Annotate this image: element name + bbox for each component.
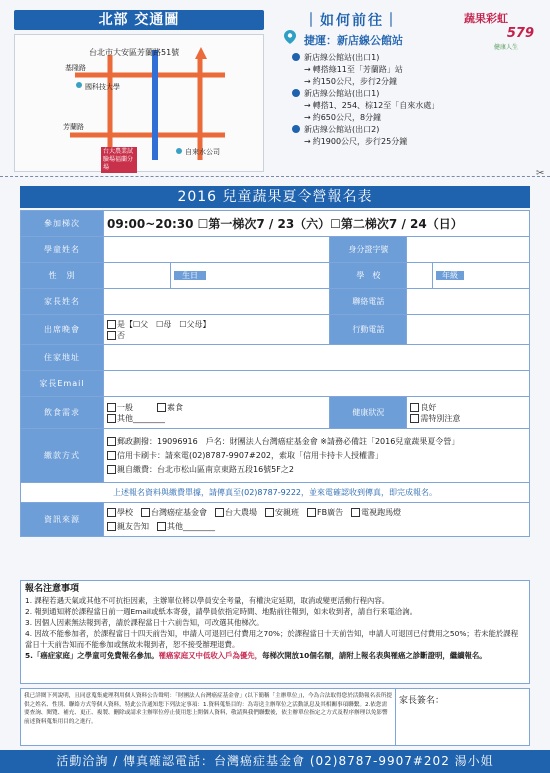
checkbox[interactable] (215, 508, 224, 517)
directions-title: ｜如何前往｜ (304, 13, 400, 29)
road-label-keelung: 基隆路 (65, 64, 86, 72)
gender-label: 性 別 (21, 263, 104, 289)
bullet-icon (292, 89, 300, 97)
address-field[interactable] (104, 345, 530, 371)
registration-notes (20, 580, 530, 684)
water-dot-icon (176, 148, 182, 154)
parent-signature-label: 家長簽名： (399, 696, 445, 706)
consent-box (20, 688, 530, 746)
road-label-fanglan: 芳蘭路 (63, 123, 84, 131)
checkbox[interactable] (107, 403, 116, 412)
direction-step: → 約650公尺，8分鐘 (304, 113, 382, 122)
school-dot-icon (76, 82, 82, 88)
source-label: 資訊來源 (21, 503, 104, 537)
email-label: 家長Email (21, 371, 104, 397)
registration-form (20, 210, 530, 537)
address-label: 住家地址 (21, 345, 104, 371)
map-title: 北部 交通圖 (14, 10, 264, 30)
form-row (21, 429, 530, 483)
checkbox[interactable] (351, 508, 360, 517)
parent-name-field[interactable] (104, 289, 330, 315)
direction-station: 新店線公館站(出口2) (292, 124, 439, 136)
form-row (21, 397, 530, 429)
footer-contact: 活動洽詢 / 傳真確認電話：台灣癌症基金會 (02)8787-9907#202 湯小姐 (0, 750, 550, 773)
logo-title: 蔬果彩虹 (464, 12, 508, 25)
id-number-label: 身分證字號 (330, 237, 407, 263)
fax-note: 上述報名資料與繳費單據，請傳真至(02)8787-9222，並來電確認收到傳真，即完成報名。 (21, 483, 530, 503)
map-area (14, 34, 264, 172)
farm-badge: 台大農業試驗場福蘭分場 (101, 147, 137, 173)
logo-subtitle: 健康人生 (494, 44, 519, 51)
form-row (21, 345, 530, 371)
dinner-label: 出席晚會 (21, 315, 104, 345)
payment-label: 繳款方式 (21, 429, 104, 483)
phone-field[interactable] (407, 289, 530, 315)
checkbox[interactable] (107, 320, 116, 329)
student-name-field[interactable] (104, 237, 330, 263)
form-row (21, 503, 530, 537)
grade-label: 年級 (436, 271, 464, 280)
source-options[interactable]: 學校 台灣癌症基金會 台大農場 安親班 FB廣告 電視跑馬燈 親友告知 其他________ (104, 503, 530, 537)
traffic-map (14, 10, 264, 170)
directions-panel (282, 10, 537, 170)
session-label: 參加梯次 (21, 211, 104, 237)
payment-options[interactable]: 郵政劃撥：19096916 戶名：財團法人台灣癌症基金會 ※請務必備註「2016兒童蔬果夏令營」 信用卡刷卡：請來電(02)8787-9907#202，索取「信用卡持卡人授權書」 親自繳費：台北市松山區南京東路五段16號5F之2 (104, 429, 530, 483)
note-item: 2. 報到通知將於課程當日前一週Email或紙本寄發，請學員依指定時間、地點前往報到，如未收到者，請自行來電洽詢。 (25, 607, 418, 616)
checkbox[interactable] (141, 508, 150, 517)
notes-title: 報名注意事項 (25, 584, 80, 594)
birthday-label: 生日 (174, 271, 206, 280)
school-label: 國科技大學 (85, 83, 120, 91)
school-label: 學 校 (330, 263, 407, 289)
phone-label: 聯絡電話 (330, 289, 407, 315)
checkbox[interactable] (107, 451, 116, 460)
form-title: 2016 兒童蔬果夏令營報名表 (20, 186, 530, 208)
fruit-rainbow-logo (464, 10, 536, 56)
direction-station: 新店線公館站(出口1) (292, 88, 439, 100)
divider (395, 689, 396, 745)
form-row (21, 263, 530, 289)
consent-text: 我已詳閱下列說明，且同意蒐集處理利用個人資料公告聲明：「財團法人台灣癌症基金會」(以下簡稱「主辦單位」)，今為合法取得您於活動報名表所提供之姓名、性別、聯絡方式等個人資料，特此公告通知您下列法定事項：1.資料蒐集目的：為寄送主辦單位之活動訊息及其相關事項聯繫。2.依您需要查詢、閱覽、補充、更正、複製、刪除或請求主辦單位停止使用您上開個人資料，敬請與我們聯繫後，依主辦單位指定之方式及程序辦理以免影響前述資料蒐集用目的之進行。 (24, 693, 392, 725)
form-row (21, 483, 530, 503)
mobile-field[interactable] (407, 315, 530, 345)
bullet-icon (292, 53, 300, 61)
form-row (21, 289, 530, 315)
location-pin-icon (284, 30, 296, 44)
student-name-label: 學童姓名 (21, 237, 104, 263)
grade-cell[interactable] (433, 263, 530, 289)
direction-step: → 轉搭綠11至「芳蘭路」站 (304, 65, 403, 74)
checkbox[interactable] (107, 522, 116, 531)
parent-name-label: 家長姓名 (21, 289, 104, 315)
scissors-icon: ✂ (536, 168, 545, 179)
form-row (21, 371, 530, 397)
direction-step: → 轉搭1、254、棕12至「自來水處」 (304, 101, 440, 110)
health-label: 健康狀況 (330, 397, 407, 429)
school-field[interactable] (407, 263, 433, 289)
form-row (21, 211, 530, 237)
bullet-icon (292, 125, 300, 133)
form-row (21, 315, 530, 345)
id-number-field[interactable] (407, 237, 530, 263)
checkbox[interactable] (157, 403, 166, 412)
direction-step: → 約1900公尺，步行25分鐘 (304, 137, 408, 146)
checkbox[interactable] (107, 508, 116, 517)
checkbox[interactable] (410, 414, 419, 423)
directions-subtitle: 捷運：新店線公館站 (304, 34, 403, 47)
session-options[interactable]: 09:00~20:30 ☐第一梯次7 / 23（六）☐第二梯次7 / 24（日） (104, 211, 530, 237)
checkbox[interactable] (307, 508, 316, 517)
checkbox[interactable] (157, 522, 166, 531)
cut-line (0, 176, 550, 177)
birthday-cell[interactable] (171, 263, 330, 289)
note-item: 4. 因故不能參加者，於課程當日十四天前告知，申請人可退回已付費用之70%；於課程當日十天前告知，申請人可退回已付費用之50%；若未能於課程當日十天前告知而不能參加或無故未報到者，恕不接受辦理退費。 (25, 629, 519, 649)
directions-list (292, 52, 439, 148)
checkbox[interactable] (107, 437, 116, 446)
note-item: 5.「癌症家庭」之學童可免費報名參加。罹癌家庭又中低收入戶為優先，每梯次開放10個名額，請附上報名表與罹癌之診斷證明，繼續報名。 (25, 651, 487, 660)
water-label: 自來水公司 (185, 148, 220, 156)
direction-step: → 約150公尺，步行2分鐘 (304, 77, 398, 86)
checkbox[interactable] (410, 403, 419, 412)
diet-options[interactable]: 一般 素食 其他________ (104, 397, 330, 429)
diet-label: 飲食需求 (21, 397, 104, 429)
gender-field[interactable] (104, 263, 171, 289)
form-row (21, 237, 530, 263)
logo-number: 579 (506, 26, 534, 41)
email-field[interactable] (104, 371, 530, 397)
checkbox[interactable] (107, 414, 116, 423)
checkbox[interactable] (107, 331, 116, 340)
dinner-options[interactable]: 是【☐父 ☐母 ☐父母】 否 (104, 315, 330, 345)
note-item: 3. 因個人因素無法報到者，請於課程當日十六前告知，可改選其他梯次。 (25, 618, 264, 627)
mobile-label: 行動電話 (330, 315, 407, 345)
checkbox[interactable] (107, 465, 116, 474)
checkbox[interactable] (265, 508, 274, 517)
direction-station: 新店線公館站(出口1) (292, 52, 439, 64)
health-options[interactable]: 良好 需特別注意 (407, 397, 530, 429)
map-address: 台北市大安區芳蘭路51號 (89, 48, 180, 57)
note-item: 1. 課程若遇天氣或其他不可抗拒因素，主辦單位將以學員安全考量，有權決定延期，取消或變更活動行程內容。 (25, 596, 390, 605)
